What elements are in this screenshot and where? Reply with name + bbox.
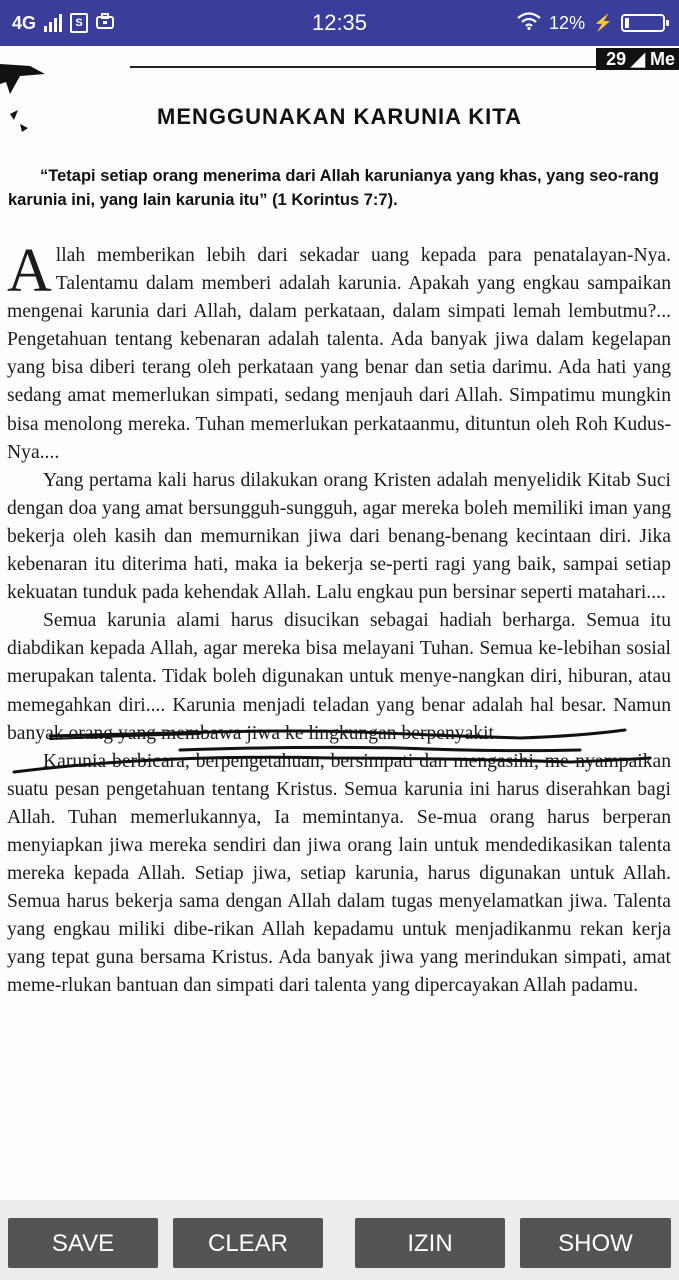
paragraph-3: Semua karunia alami harus disucikan sebagai hadiah berharga. Semua itu diabdikan kepada Allah, agar mereka bisa melayani Tuhan. Semua ke-lebihan sosial merupakan talenta. Tidak boleh digunakan untuk menye-nangkan diri, hiburan, atau memegahkan diri.... Karunia menjadi teladan yang benar adalah hal besar. Namun banyak orang yang membawa jiwa ke lingkungan berpenyakit.... — [7, 610, 671, 744]
paragraph-1-text: llah memberikan lebih dari sekadar uang kepada para penatalayan-Nya. Talentamu dalam memberi adalah karunia. Apakah yang engkau sampaikan mengenai karunia dari Allah, dalam perkataan, dalam simpati lemah lembutmu?... Pengetahuan tentang kebenaran adalah talenta. Ada banyak jiwa dalam kegelapan yang bisa diberi terang oleh perkataan yang benar dan setia darimu. Ada hati yang sedang amat memerlukan simpati, sedang menjauh dari Allah. Simpatimu mungkin bisa menolong mereka. Tuhan memerlukan perkataanmu, dituntun oleh Roh Kudus-Nya.... — [7, 245, 671, 463]
wifi-icon — [517, 12, 541, 35]
show-button[interactable]: SHOW — [520, 1218, 671, 1268]
drop-cap: A — [7, 237, 52, 305]
body-text — [7, 237, 671, 1001]
izin-button[interactable]: IZIN — [355, 1218, 505, 1268]
button-bar — [0, 1200, 679, 1280]
clock: 12:35 — [311, 10, 368, 35]
network-type: 4G — [12, 12, 37, 33]
battery-icon — [621, 14, 665, 32]
status-bar — [0, 0, 679, 46]
paragraph-1 — [7, 237, 671, 467]
save-button[interactable]: SAVE — [8, 1218, 158, 1268]
page-title: MENGGUNAKAN KARUNIA KITA — [157, 104, 522, 129]
page-number-value: 29 — [606, 49, 627, 69]
battery-percent: 12% — [549, 12, 586, 33]
sim-icon: S — [70, 13, 88, 33]
paragraph-2: Yang pertama kali harus dilakukan orang Kristen adalah menyelidik Kitab Suci dengan doa yang amat bersungguh-sungguh, agar mereka boleh memiliki iman yang bekerja oleh kasih dan memurnikan jiwa dari benang-benang kecintaan diri. Jika kebenaran itu diterima hati, maka ia bekerja se-perti ragi yang baik, sampai setiap kekuatan tunduk pada kehendak Allah. Lalu engkau pun bersinar seperti matahari.... — [7, 469, 671, 604]
header-fragment: Me — [649, 49, 675, 69]
header-rule — [130, 66, 600, 68]
charging-icon: ⚡ — [593, 15, 613, 32]
epigraph-quote — [8, 164, 671, 212]
paragraph-4: Karunia berbicara, berpengetahuan, bersimpati dan mengasihi, me-nyampaikan suatu pesan pengetahuan tentang Kristus. Semua karunia ini harus diserahkan bagi Allah. Tuhan memerlukannya, Ia memintanya. Se-mua orang harus berperan menyiapkan jiwa mereka sendiri dan jiwa orang lain untuk mendedikasikan talenta mereka kepada Allah. Setiap jiwa, setiap karunia, harus digunakan untuk Allah. Semua harus bekerja sama dengan Allah dalam tugas menyelamatkan jiwa. Talenta yang engkau miliki dibe-rikan Allah kepadamu untuk menjadikanmu rekan kerja yang tepat guna bersama Kristus. Ada banyak jiwa yang merindukan simpati, amat meme-rlukan bantuan dan simpati dari talenta yang dipercayakan Allah padamu. — [7, 750, 671, 997]
page-number: 29 ◢ Me — [596, 48, 679, 70]
scanned-page[interactable] — [0, 46, 679, 1200]
quote-text: “Tetapi setiap orang menerima dari Allah karunianya yang khas, yang seo-rang karunia ini, yang lain karunia itu” (1 Korintus 7:7). — [8, 167, 659, 209]
status-right — [517, 0, 665, 46]
clear-button[interactable]: CLEAR — [173, 1218, 323, 1268]
